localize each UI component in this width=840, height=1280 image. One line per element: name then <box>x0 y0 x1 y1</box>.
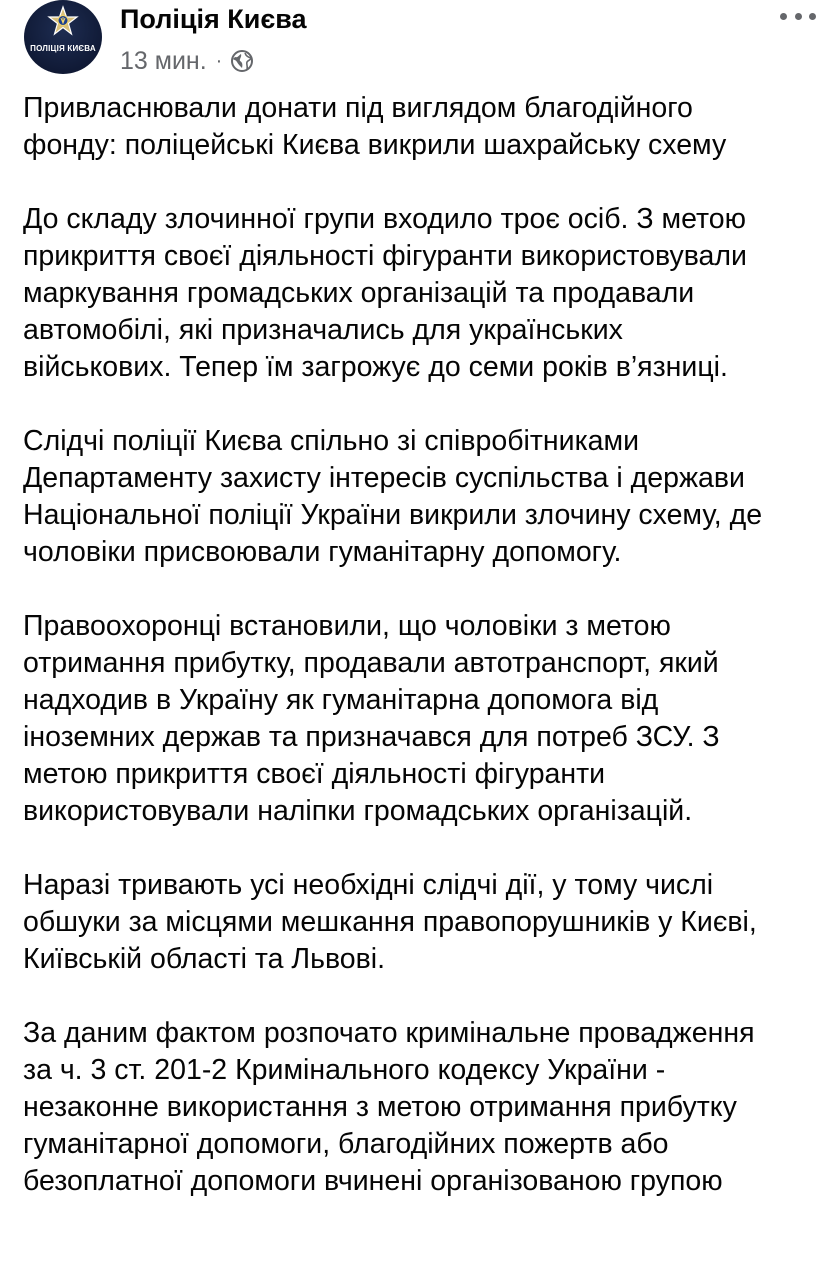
post-paragraph: Правоохоронці встановили, що чоловіки з метою отримання прибутку, продавали автотранспорт, який надходив в Україну як гуманітарна допомога від іноземних держав та призначався для потреб ЗСУ. З метою прикриття своєї діяльності фігуранти використовували наліпки громадських організацій. <box>23 610 720 827</box>
post-meta <box>120 46 254 76</box>
post-paragraph: До складу злочинної групи входило троє осіб. З метою прикриття своєї діяльності фігуранти використовували маркування громадських організацій та продавали автомобілі, які призначались для українських військових. Тепер їм загрожує до семи років в’язниці. <box>23 203 747 383</box>
more-options-icon[interactable] <box>780 2 816 30</box>
post-paragraph: Наразі тривають усі необхідні слідчі дії, у тому числі обшуки за місцями мешкання правопорушників у Києві, Київській області та Львові. <box>23 869 757 975</box>
post-headline: Привласнювали донати під виглядом благодійного фонду: поліцейські Києва викрили шахрайську схему <box>23 92 727 161</box>
post-timestamp[interactable]: 13 мин. <box>120 46 207 75</box>
more-dot <box>780 13 787 20</box>
page-avatar[interactable] <box>24 0 102 74</box>
more-dot <box>809 13 816 20</box>
post-header <box>0 0 840 80</box>
more-dot <box>795 13 802 20</box>
meta-separator: · <box>215 49 223 72</box>
avatar-caption: ПОЛІЦІЯ КИЄВА <box>30 44 96 53</box>
globe-icon[interactable] <box>230 49 254 73</box>
post-paragraph: За даним фактом розпочато кримінальне провадження за ч. 3 ст. 201-2 Кримінального кодексу України - незаконне використання з метою отримання прибутку гуманітарної допомоги, благодійних пожертв або безоплатної допомоги вчинені організованою групою <box>23 1017 755 1197</box>
page-name-link[interactable]: Поліція Києва <box>120 4 307 34</box>
post-text <box>23 90 823 1237</box>
post-paragraph: Слідчі поліції Києва спільно зі співробітниками Департаменту захисту інтересів суспільства і держави Національної поліції України викрили злочину схему, де чоловіки присвоювали гуманітарну допомогу. <box>23 425 763 568</box>
police-star-icon <box>24 0 102 74</box>
